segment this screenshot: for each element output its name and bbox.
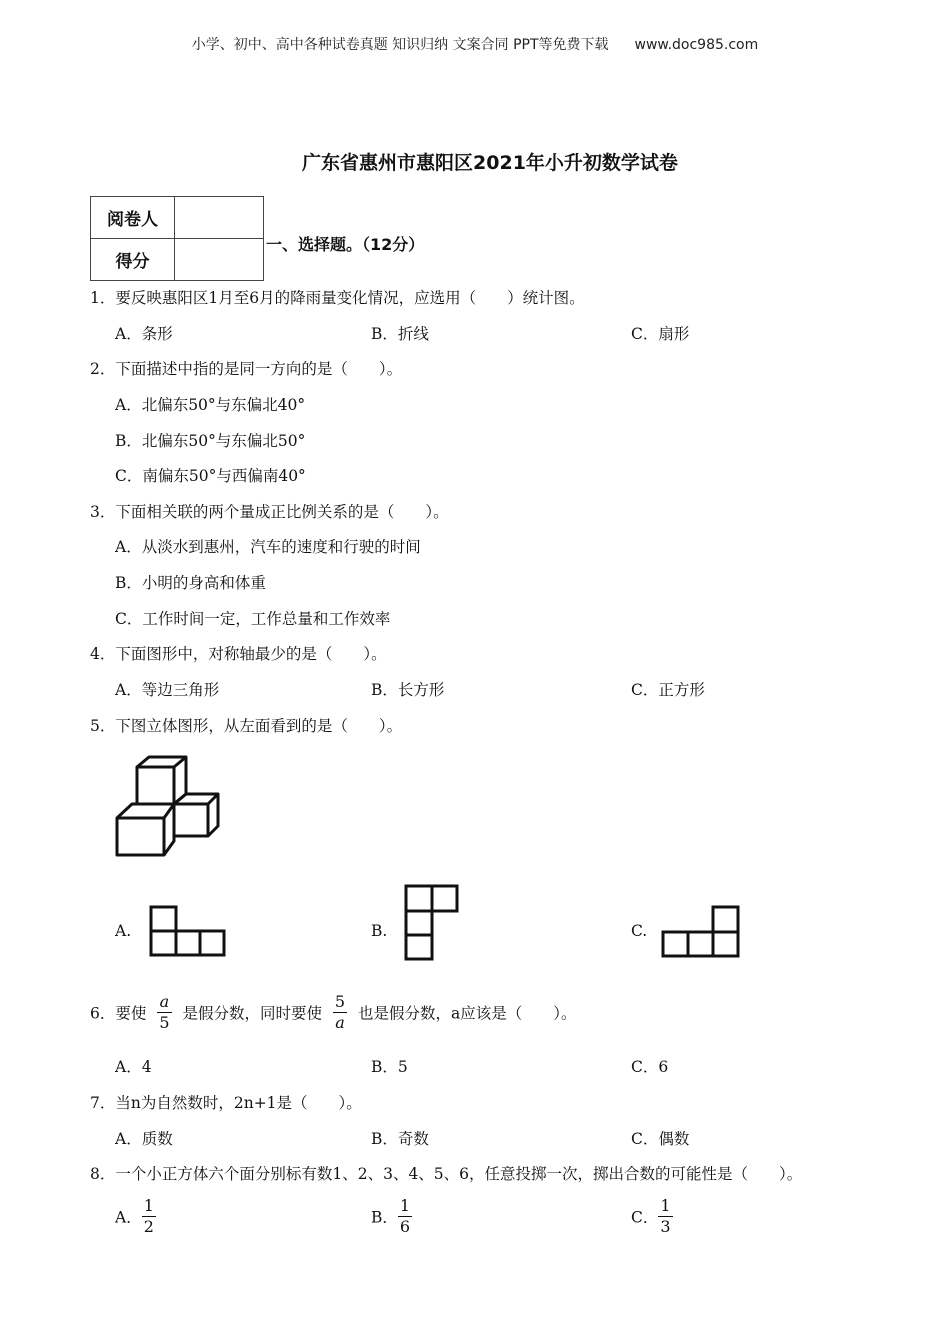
option-4a: A．等边三角形 [115, 681, 220, 699]
fraction-1-2 [142, 1198, 156, 1235]
fraction-5-over-a [333, 994, 347, 1031]
fraction-1-6 [398, 1198, 412, 1235]
option-7a: A．质数 [115, 1130, 173, 1148]
option-1c: C．扇形 [631, 325, 690, 343]
option-5b: B. [371, 922, 388, 940]
question-1: 1．要反映惠阳区1月至6月的降雨量变化情况，应选用（ ）统计图。 [90, 289, 585, 307]
option-3b: B．小明的身高和体重 [115, 574, 266, 592]
option-7c: C．偶数 [631, 1130, 690, 1148]
question-7: 7．当n为自然数时，2n+1是（ ）。 [90, 1094, 362, 1112]
cube-stack-figure [112, 755, 224, 859]
question-5: 5．下图立体图形，从左面看到的是（ ）。 [90, 717, 403, 735]
option-5c-figure [661, 905, 741, 959]
header-site: www.doc985.com [634, 37, 759, 53]
option-1a: A．条形 [115, 325, 173, 343]
question-8: 8．一个小正方体六个面分别标有数1、2、3、4、5、6，任意投掷一次，掷出合数的可能性是（ ）。 [90, 1165, 803, 1183]
option-8c-label: C． [631, 1208, 659, 1227]
fraction-numerator: 5 [334, 992, 346, 1011]
section-heading: 一、选择题。（12分） [266, 235, 425, 254]
question-6-mid: 是假分数，同时要使 [182, 1004, 322, 1023]
option-3a: A．从淡水到惠州，汽车的速度和行驶的时间 [115, 538, 421, 556]
fraction-numerator: 1 [399, 1196, 411, 1215]
fraction-denominator: 3 [660, 1217, 671, 1236]
question-2: 2．下面描述中指的是同一方向的是（ ）。 [90, 360, 403, 378]
option-7b: B．奇数 [371, 1130, 429, 1148]
option-8c [631, 1198, 673, 1235]
option-3c: C．工作时间一定，工作总量和工作效率 [115, 610, 391, 628]
option-6a: A．4 [115, 1058, 152, 1076]
score-label: 得分 [91, 239, 175, 281]
reviewer-cell [175, 197, 264, 239]
fraction-denominator: 5 [159, 1013, 170, 1032]
option-6c: C．6 [631, 1058, 669, 1076]
fraction-numerator: a [157, 994, 171, 1013]
score-cell [175, 239, 264, 281]
option-2a: A．北偏东50°与东偏北40° [115, 396, 306, 414]
option-5c: C. [631, 922, 648, 940]
fraction-numerator: 1 [660, 1196, 671, 1215]
option-6b: B．5 [371, 1058, 408, 1076]
option-2c: C．南偏东50°与西偏南40° [115, 467, 306, 485]
question-3: 3．下面相关联的两个量成正比例关系的是（ ）。 [90, 503, 449, 521]
question-6 [90, 994, 577, 1031]
fraction-denominator: a [335, 1013, 345, 1032]
header-text: 小学、初中、高中各种试卷真题 知识归纳 文案合同 PPT等免费下载 [191, 37, 609, 53]
option-5b-figure [404, 884, 460, 962]
score-table [90, 196, 264, 281]
fraction-a-over-5 [157, 994, 171, 1031]
reviewer-label: 阅卷人 [91, 197, 175, 239]
option-5a: A. [115, 922, 132, 940]
option-4c: C．正方形 [631, 681, 705, 699]
option-5a-figure [149, 905, 227, 957]
option-8a [115, 1198, 156, 1235]
fraction-denominator: 2 [143, 1217, 154, 1236]
question-6-prefix: 6．要使 [90, 1004, 147, 1023]
option-2b: B．北偏东50°与东偏北50° [115, 432, 306, 450]
option-4b: B．长方形 [371, 681, 445, 699]
option-8b-label: B． [371, 1208, 398, 1227]
page-title: 广东省惠州市惠阳区2021年小升初数学试卷 [302, 152, 678, 174]
fraction-1-3 [658, 1198, 672, 1235]
question-4: 4．下面图形中，对称轴最少的是（ ）。 [90, 645, 387, 663]
option-1b: B．折线 [371, 325, 429, 343]
fraction-numerator: 1 [143, 1196, 154, 1215]
question-6-suffix: 也是假分数，a应该是（ ）。 [358, 1004, 577, 1023]
page-header [0, 34, 950, 54]
option-8b [371, 1198, 412, 1235]
option-8a-label: A． [115, 1208, 142, 1227]
fraction-denominator: 6 [399, 1217, 411, 1236]
